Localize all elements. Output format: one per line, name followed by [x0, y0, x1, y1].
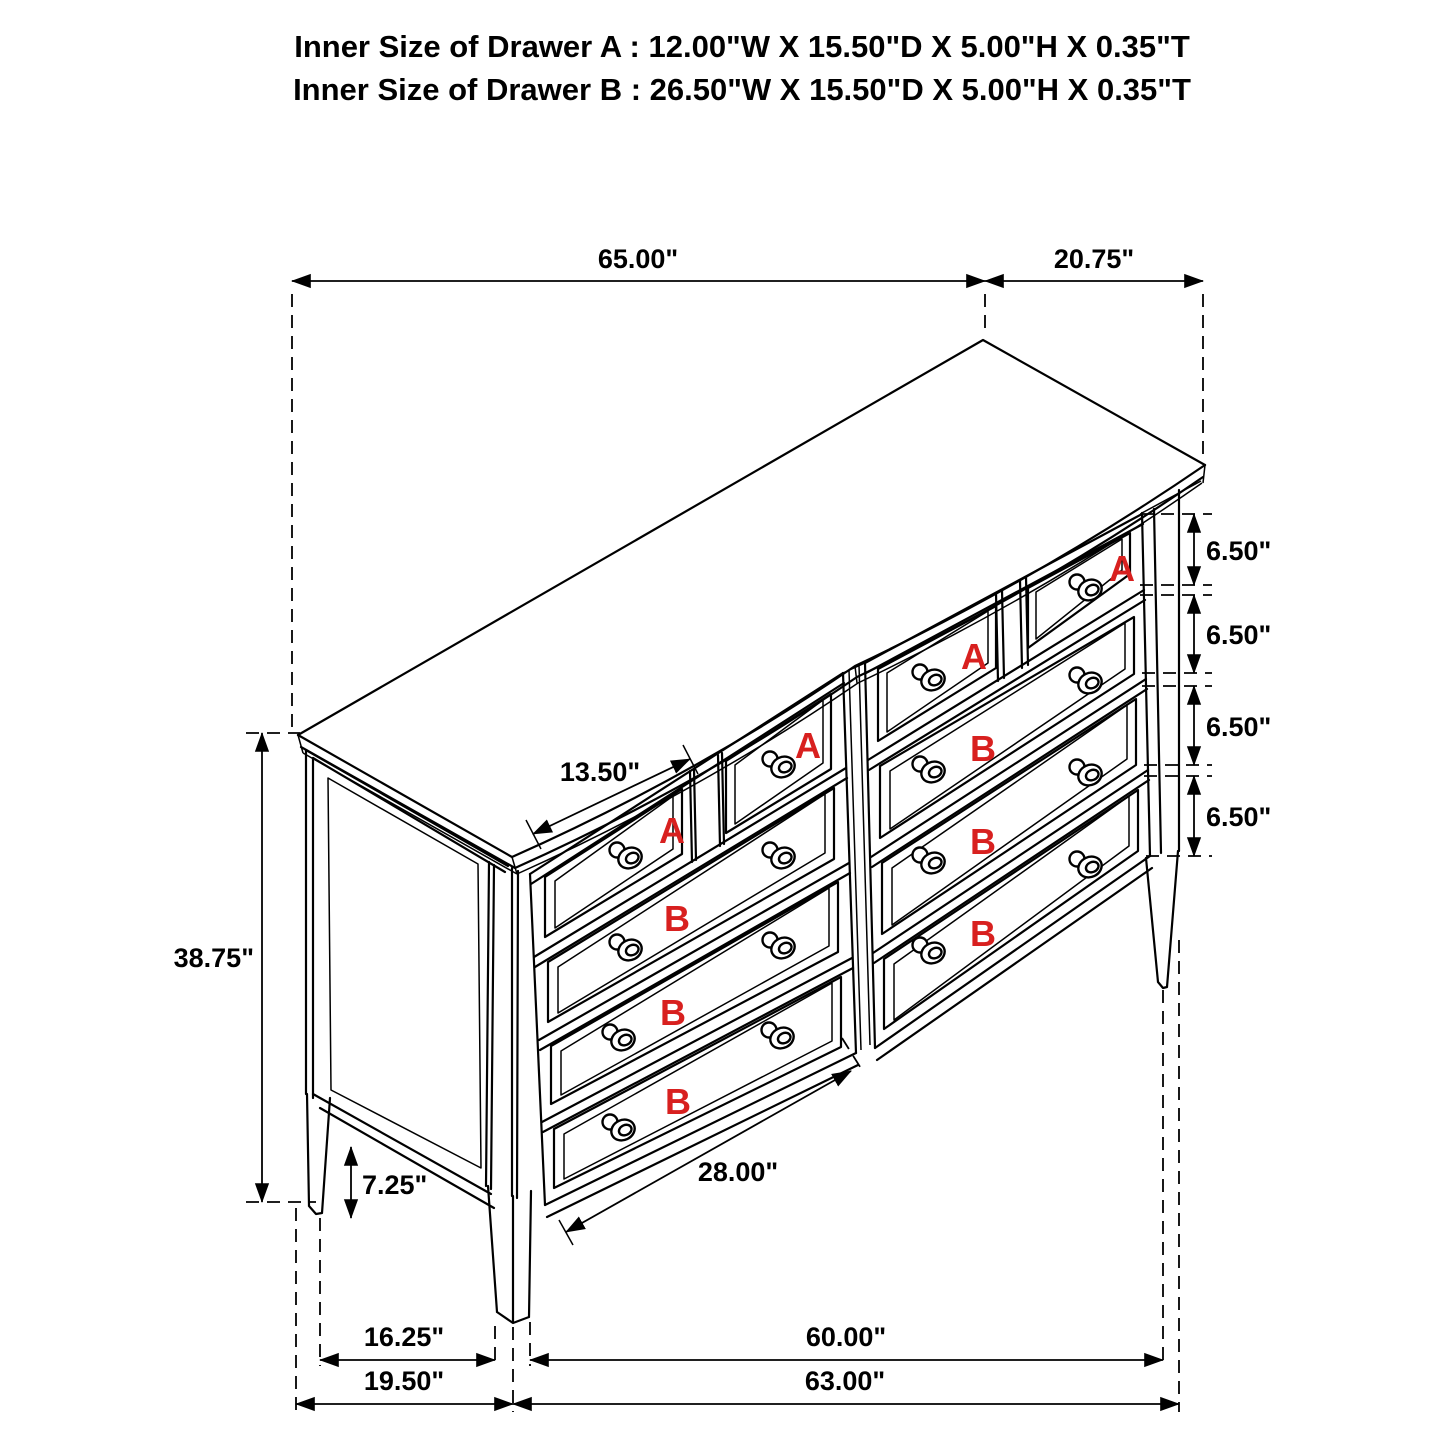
knob-icon [762, 1023, 798, 1053]
dim-overall-width-label: 65.00" [597, 244, 679, 274]
knob-icon [1070, 575, 1106, 605]
right-bank [865, 514, 1152, 1060]
knob-icon [610, 843, 646, 873]
knob-icon [763, 933, 799, 963]
title-drawer-b-inner-size: Inner Size of Drawer B : 26.50"W X 15.50"D X 5.00"H X 0.35"T [293, 72, 1191, 107]
dim-overall-height-label: 38.75" [173, 943, 254, 973]
dim-overall-depth-label: 20.75" [1053, 244, 1135, 274]
center-stile [843, 663, 875, 1053]
drawer-label-b-2: B [660, 992, 686, 1033]
drawer-label-a-2: A [795, 725, 821, 766]
knob-icon [1070, 760, 1106, 790]
front-right-leg [1146, 490, 1179, 988]
dim-base-width-overall-label: 63.00" [804, 1366, 886, 1396]
drawer-label-a-1: A [659, 810, 685, 851]
knob-icon [603, 1025, 639, 1055]
dim-drawer-height-3: 6.50" [1206, 712, 1272, 742]
title-drawer-a-inner-size: Inner Size of Drawer A : 12.00"W X 15.50"D X 5.00"H X 0.35"T [294, 29, 1190, 64]
dim-base-width-inner-label: 60.00" [805, 1322, 887, 1352]
knob-icon [913, 757, 949, 787]
drawer-label-b-5: B [970, 821, 996, 862]
dim-drawer-height-1: 6.50" [1206, 536, 1272, 566]
dim-drawer-height-2: 6.50" [1206, 620, 1272, 650]
dresser-top [298, 340, 1205, 874]
knob-icon [610, 935, 646, 965]
drawer-label-b-3: B [665, 1081, 691, 1122]
knob-icon [763, 752, 799, 782]
dim-drawer-a-width-label: 13.50" [559, 757, 641, 787]
drawer-label-b-6: B [970, 913, 996, 954]
dim-base-depth-overall-label: 19.50" [363, 1366, 445, 1396]
dimension-top-width [292, 244, 1203, 728]
knob-icon [603, 1115, 639, 1145]
knob-icon [913, 938, 949, 968]
drawer-label-a-3: A [961, 636, 987, 677]
right-stile [1142, 481, 1201, 856]
knob-icon [763, 843, 799, 873]
dim-base-depth-inner-label: 16.25" [363, 1322, 445, 1352]
drawer-label-b-1: B [664, 898, 690, 939]
dim-drawer-b-width-label: 28.00" [697, 1157, 779, 1187]
knob-icon [913, 665, 949, 695]
drawer-label-b-4: B [970, 728, 996, 769]
drawer-label-a-4: A [1109, 548, 1135, 589]
dim-drawer-height-4: 6.50" [1206, 802, 1272, 832]
knob-icon [913, 848, 949, 878]
dim-leg-height-label: 7.25" [362, 1170, 428, 1200]
knob-icon [1070, 668, 1106, 698]
front-left-leg [488, 1186, 531, 1323]
dimension-height [174, 733, 428, 1218]
side-panel [306, 750, 518, 1208]
